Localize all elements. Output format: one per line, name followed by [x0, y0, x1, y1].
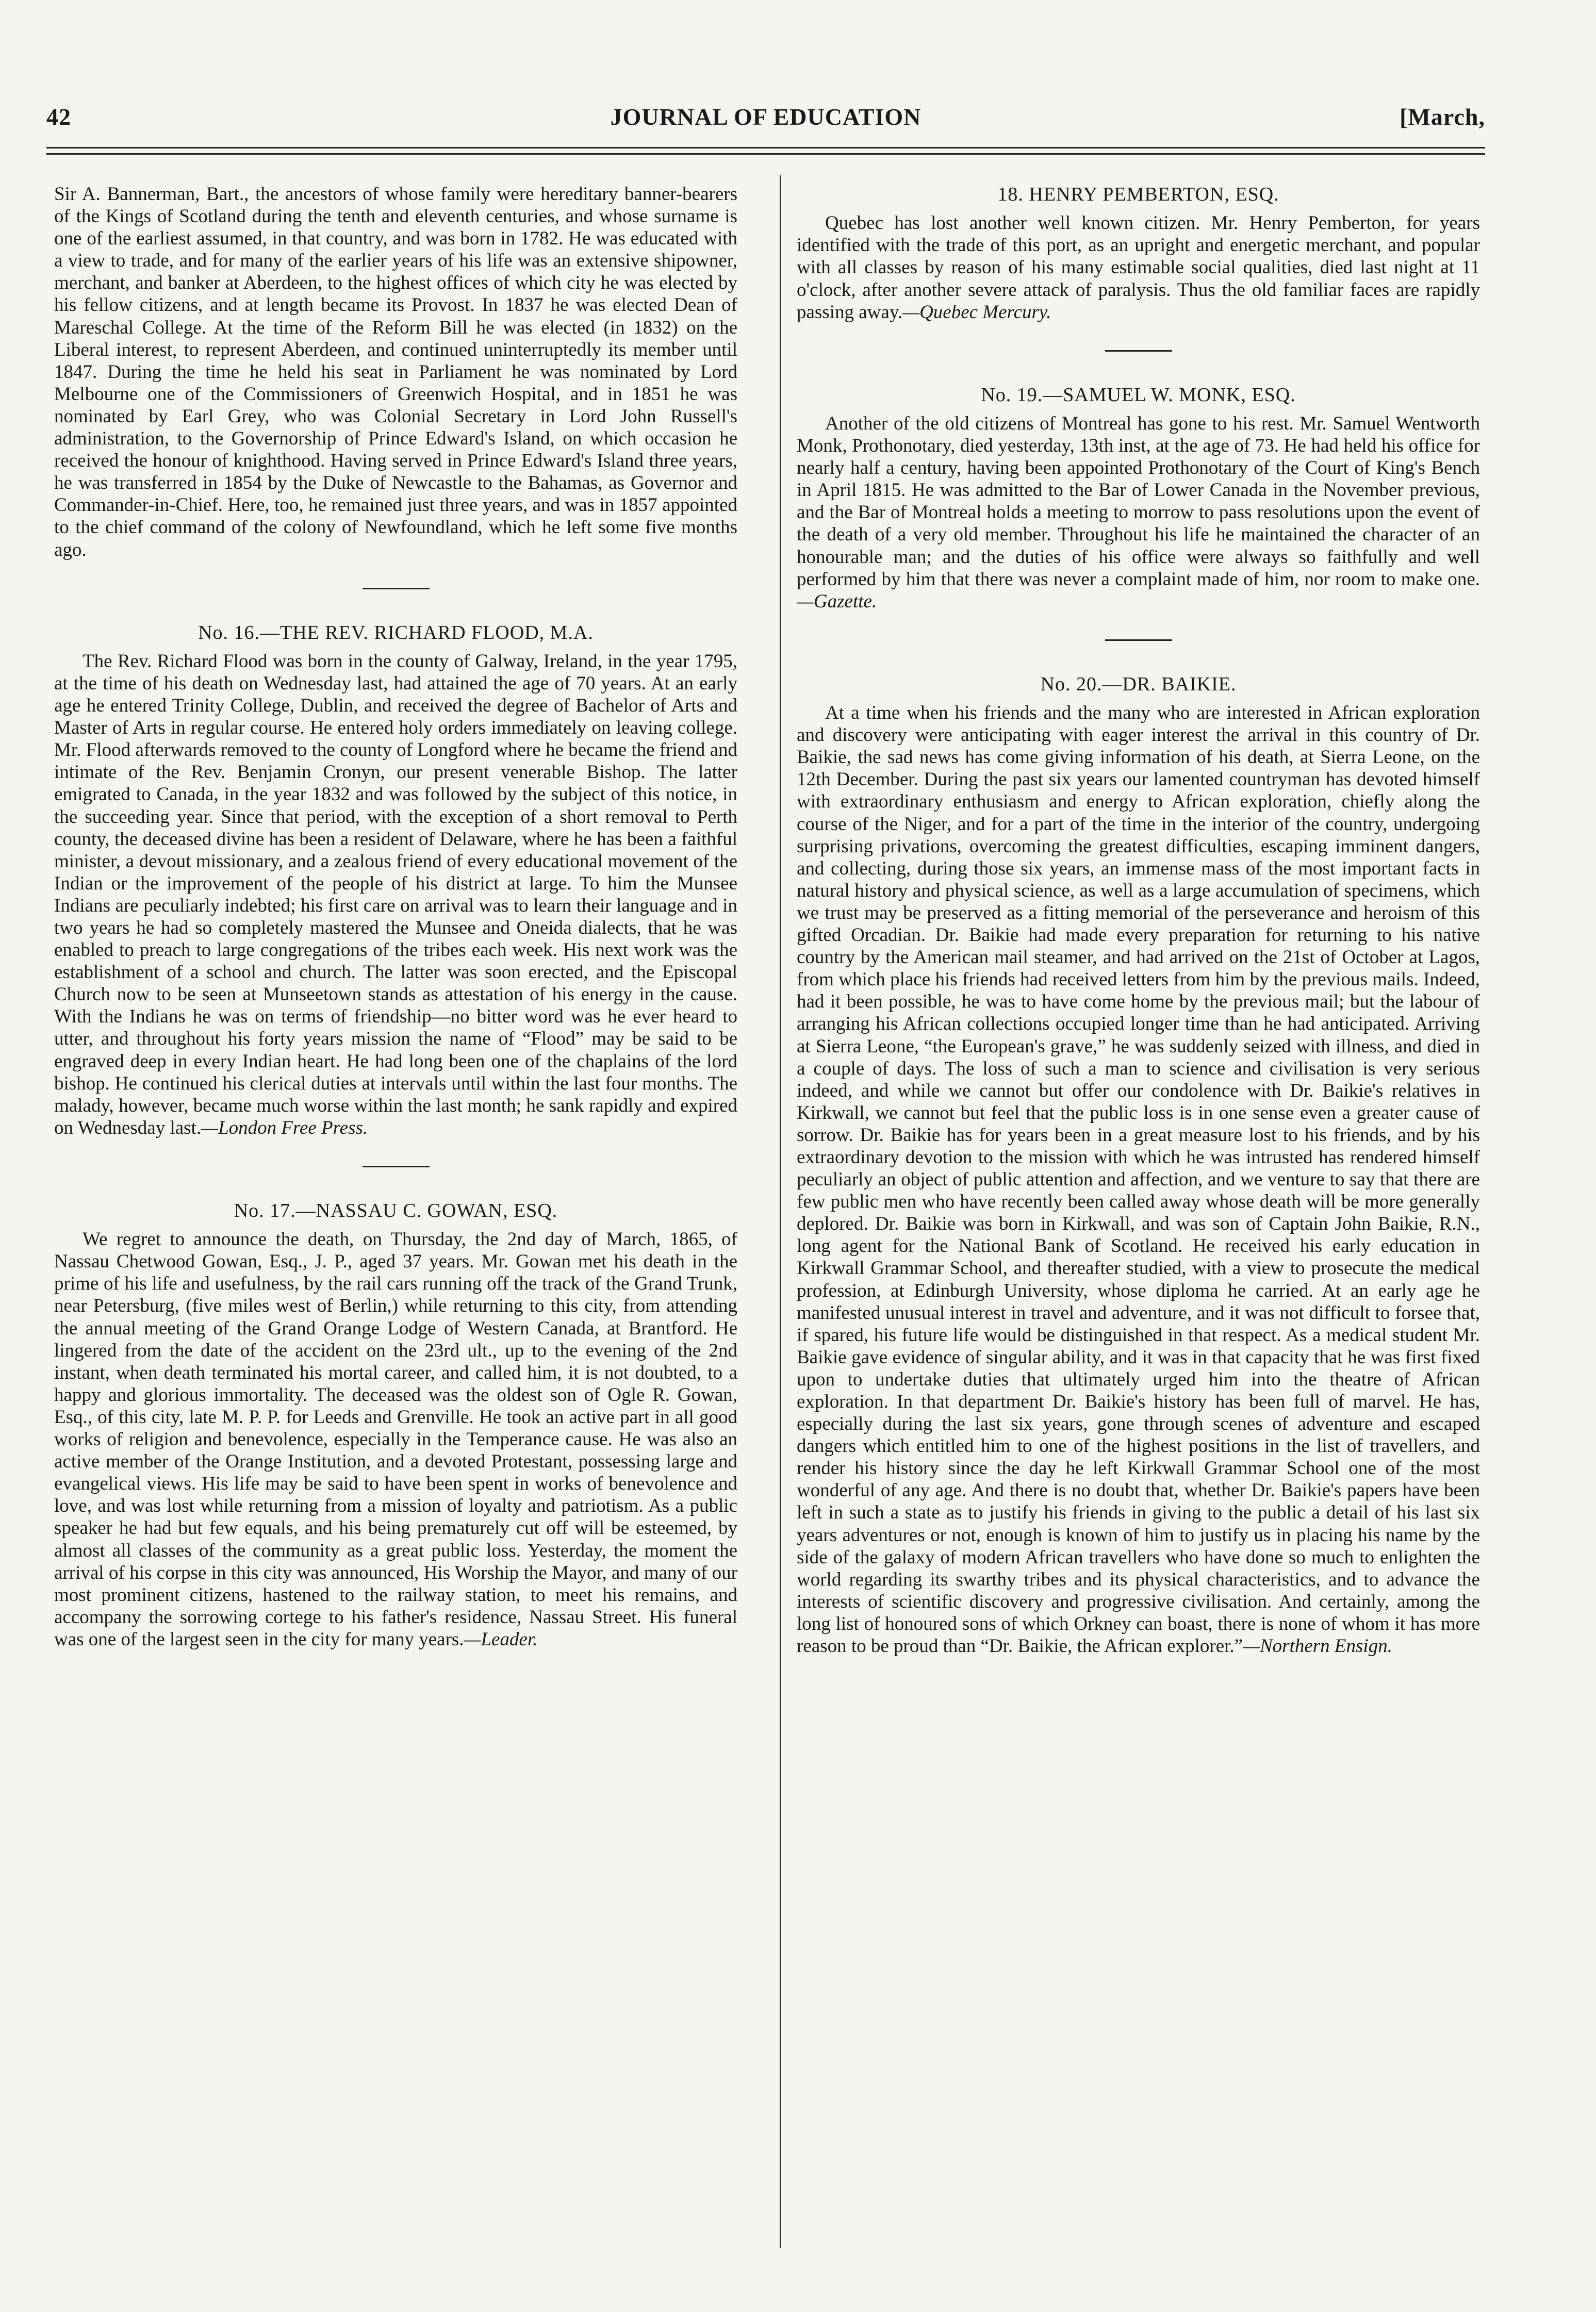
section-separator — [1105, 350, 1172, 352]
bannerman-continued-text: Sir A. Bannerman, Bart., the ancestors of whose family were hereditary banner-bearers of the Kings of Scotland during the tenth and eleventh centuries, and whose surname is one of the earliest assumed, in that country, and was born in 1782. He was educated with a view to trade, and for many of the earlier years of his life was an extensive shipowner, merchant, and banker at Aberdeen, to the highest offices of which city he was elected by his fellow citizens, and at length became its Provost. In 1837 he was elected Dean of Mareschal College. At the time of the Reform Bill he was elected (in 1832) on the Liberal interest, to represent Aberdeen, and continued uninterruptedly its member until 1847. During the time he held his seat in Parliament he was nominated by Lord Melbourne one of the Commissioners of Greenwich Hospital, and in 1851 he was nominated by Earl Grey, who was Colonial Secretary in Lord John Russell's administration, to the Governorship of Prince Edward's Island, on which occasion he received the honour of knighthood. Having served in Prince Edward's Island three years, he was transferred in 1854 by the Duke of Newcastle to the Bahamas, as Governor and Commander-in-Chief. Here, too, he remained just three years, and was in 1857 appointed to the chief command of the colony of Newfoundland, which he left some five months ago. — [54, 184, 737, 560]
header-rule-bottom — [46, 153, 1485, 155]
gowan-body: We regret to announce the death, on Thursday, the 2nd day of March, 1865, of Nassau Chetwood Gowan, Esq., J. P., aged 37 years. Mr. Gowan met his death in the prime of his life and usefulness, by the rail cars running off the track of the Grand Trunk, near Petersburg, (five miles west of Berlin,) while returning to this city, from attending the annual meeting of the Grand Orange Lodge of Western Canada, at Brantford. He lingered from the date of the accident on the 23rd ult., up to the evening of the 2nd instant, when death terminated his mortal career, and called him, it is not doubted, to a happy and glorious immortality. The deceased was the oldest son of Ogle R. Gowan, Esq., of this city, late M. P. P. for Leeds and Grenville. He took an active part in all good works of religion and benevolence, especially in the Temperance cause. He was also an active member of the Orange Institution, and a devoted Protestant, possessing large and evangelical views. His life may be said to have been spent in works of benevolence and love, and was lost while returning from a mission of loyalty and patriotism. As a public speaker he had but few equals, and his being prematurely cut off will be esteemed, by almost all classes of the community as a great public loss. Yesterday, the moment the arrival of his corpse in this city was announced, His Worship the Mayor, and many of our most prominent citizens, hastened to the railway station, to meet his remains, and accompany the sorrowing cortege to his father's residence, Nassau Street. His funeral was one of the largest seen in the city for many years. — [54, 1229, 737, 1650]
flood-heading: No. 16.—THE REV. RICHARD FLOOD, M.A. — [198, 621, 594, 643]
flood-article-text — [54, 650, 737, 1139]
pemberton-body: Quebec has lost another well known citizen. Mr. Henry Pemberton, for years identified with the trade of this port, as an upright and energetic merchant, and popular with all classes by reason of his many estimable social qualities, died last night at 11 o'clock, after another severe attack of paralysis. Thus the old familiar faces are rapidly passing away. — [797, 212, 1480, 323]
header-rule-top — [46, 147, 1485, 148]
right-column — [797, 183, 1480, 1657]
monk-heading: No. 19.—SAMUEL W. MONK, ESQ. — [981, 384, 1296, 406]
gowan-heading: No. 17.—NASSAU C. GOWAN, ESQ. — [234, 1199, 558, 1221]
gowan-source: —Leader. — [464, 1628, 538, 1650]
monk-article-text — [797, 412, 1480, 613]
pemberton-article-text — [797, 212, 1480, 323]
section-separator — [363, 1166, 430, 1167]
baikie-article-text — [797, 702, 1480, 1657]
flood-source: —London Free Press. — [201, 1117, 368, 1138]
monk-body: Another of the old citizens of Montreal has gone to his rest. Mr. Samuel Wentworth Monk, Prothonotary, died yesterday, 13th inst, at the age of 73. He had held his office for nearly half a century, having been appointed Prothonotary of the Court of King's Bench in April 1815. He was admitted to the Bar of Lower Canada in the November previous, and the Bar of Montreal holds a meeting to morrow to pass resolutions upon the event of the death of a very old member. Throughout his life he maintained the character of an honourable man; and the duties of his office were always so faithfully and well performed by him that there was never a complaint made of him, nor room to make one. — [797, 413, 1480, 590]
section-separator — [1105, 639, 1172, 641]
baikie-body: At a time when his friends and the many who are interested in African exploration and discovery were anticipating with eager interest the arrival in this country of Dr. Baikie, the sad news has come giving information of his death, at Sierra Leone, on the 12th December. During the past six years our lamented countryman has devoted himself with extraordinary enthusiasm and energy to African exploration, chiefly along the course of the Niger, and for a part of the time in the interior of the country, undergoing surprising privations, overcoming the greatest difficulties, escaping imminent dangers, and collecting, during those six years, an immense mass of the most important facts in natural history and physical science, as well as a large accumulation of specimens, which we trust may be preserved as a fitting memorial of the perseverance and heroism of this gifted Orcadian. Dr. Baikie had made every preparation for returning to his native country by the American mail steamer, and had arrived on the 21st of October at Lagos, from which place his friends had received letters from him by the previous mails. Indeed, had it been possible, he was to have come home by the previous mail; but the labour of arranging his African collections occupied longer time than he had anticipated. Arriving at Sierra Leone, “the European's grave,” he was suddenly seized with illness, and died in a couple of days. The loss of such a man to science and civilisation is very serious indeed, and while we cannot but offer our condolence with Dr. Baikie's relatives in Kirkwall, we cannot but feel that the public loss is in one sense even a greater cause of sorrow. Dr. Baikie has for years been in a great measure lost to his friends, and by his extraordinary devotion to the mission with which he was intrusted has rendered himself peculiarly an object of public attention and affection, and we venture to say that there are few public men who have recently been called away whose death will be more generally deplored. Dr. Baikie was born in Kirkwall, and was son of Captain John Baikie, R.N., long agent for the National Bank of Scotland. He received his early education in Kirkwall Grammar School, and thereafter studied, with a view to prosecute the medical profession, at Edinburgh University, whose diploma he carried. At an early age he manifested unusual interest in travel and adventure, and it was not difficult to forsee that, if spared, his future life would be distinguished in that respect. As a medical student Mr. Baikie gave evidence of singular ability, and it was in that capacity that he was first fixed upon to undertake duties that ultimately urged him into the theatre of African exploration. In that department Dr. Baikie's history has been full of marvel. He has, especially during the last six years, gone through scenes of adventure and escaped dangers which entitled him to one of the highest positions in the list of travellers, and render his history since the day he left Kirkwall Grammar School one of the most wonderful of any age. And there is no doubt that, whether Dr. Baikie's papers have been left in such a state as to justify his friends in giving to the public a detail of his last six years adventures or not, enough is known of him to justify us in placing his name by the side of the galaxy of modern African travellers who have done so much to enlighten the world regarding its swarthy tribes and its physical characteristics, and to advance the interests of scientific discovery and progressive civilisation. And certainly, among the long list of honoured sons of which Orkney can boast, there is none of whom it has more reason to be proud than “Dr. Baikie, the African explorer.” — [797, 702, 1480, 1657]
page-number: 42 — [46, 104, 71, 130]
gowan-article-text — [54, 1228, 737, 1650]
journal-title: JOURNAL OF EDUCATION — [610, 104, 922, 130]
baikie-heading: No. 20.—DR. BAIKIE. — [1040, 673, 1237, 695]
header-month: [March, — [1400, 104, 1485, 130]
baikie-source: —Northern Ensign. — [1243, 1636, 1392, 1657]
pemberton-source: —Quebec Mercury. — [902, 301, 1051, 323]
flood-body: The Rev. Richard Flood was born in the county of Galway, Ireland, in the year 1795, at the time of his death on Wednesday last, had attained the age of 70 years. At an early age he entered Trinity College, Dublin, and received the degree of Bachelor of Arts and Master of Arts in regular course. He entered holy orders immediately on leaving college. Mr. Flood afterwards removed to the county of Longford where he became the friend and intimate of the Rev. Benjamin Cronyn, our present venerable Bishop. The latter emigrated to Canada, in the year 1832 and was followed by the subject of this notice, in the succeeding year. Since that period, with the exception of a short removal to Perth county, the deceased divine has been a resident of Delaware, where he has been a faithful minister, a devout missionary, and a zealous friend of every educational movement of the Indian or the improvement of the people of his district at large. To him the Munsee Indians are peculiarly indebted; his first care on arrival was to learn their language and in two years he had so completely mastered the Munsee and Oneida dialects, that he was enabled to preach to large congregations of the tribes each week. His next work was the establishment of a school and church. The latter was soon erected, and the Episcopal Church now to be seen at Munseetown stands as attestation of his energy in the cause. With the Indians he was on terms of friendship—no bitter word was he ever heard to utter, and throughout his forty years mission the name of “Flood” may be said to be engraved deep in every Indian heart. He had long been one of the chaplains of the lord bishop. He continued his clerical duties at intervals until within the last four months. The malady, however, became much worse within the last month; he sank rapidly and expired on Wednesday last. — [54, 650, 737, 1138]
section-separator — [363, 588, 430, 589]
left-column — [54, 183, 737, 1650]
page-header — [46, 103, 1485, 144]
column-divider — [780, 175, 781, 2248]
pemberton-heading: 18. HENRY PEMBERTON, ESQ. — [997, 184, 1279, 205]
monk-source: —Gazette. — [797, 590, 877, 612]
